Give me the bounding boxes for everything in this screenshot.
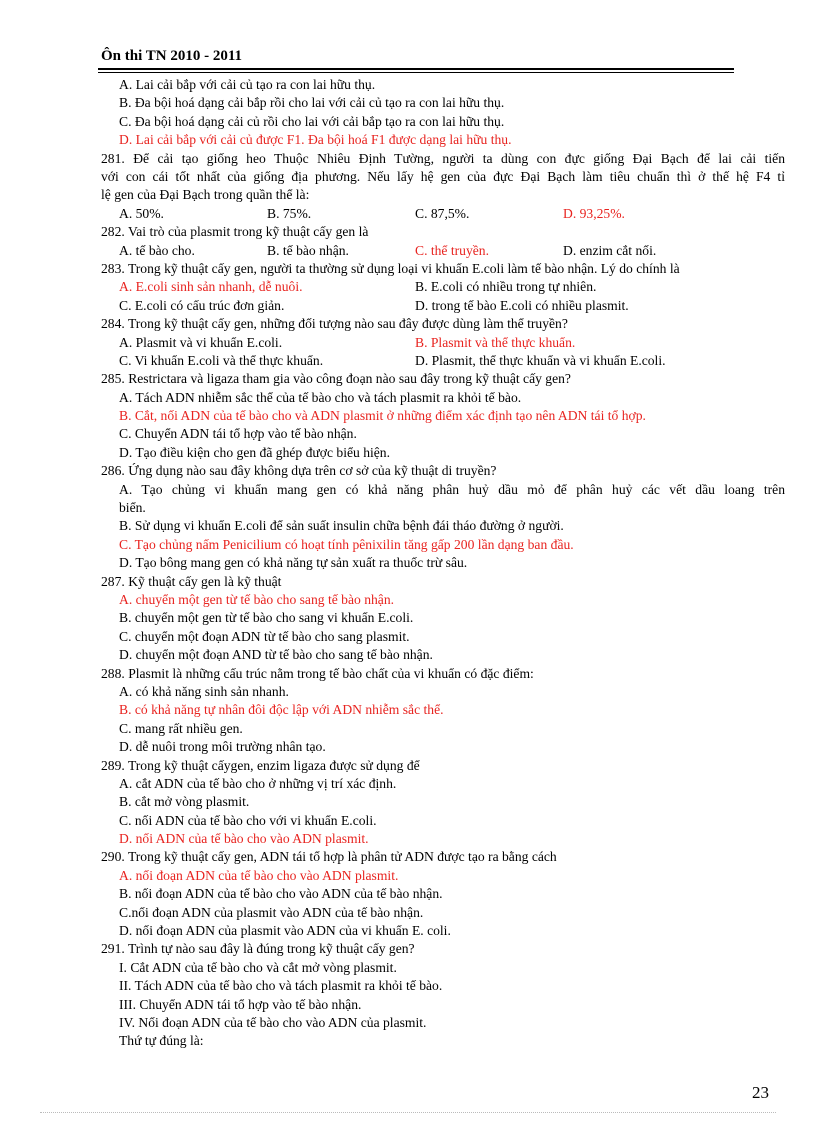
answer-option: D. dễ nuôi trong môi trường nhân tạo. (119, 739, 326, 755)
answer-option: C. Chuyển ADN tái tổ hợp vào tế bào nhận. (119, 426, 357, 442)
answer-option: A. E.coli sinh sản nhanh, dễ nuôi. (119, 279, 303, 295)
answer-option: D. chuyển một đoạn AND từ tế bào cho sang tế bào nhận. (119, 647, 433, 663)
answer-option: IV. Nối đoạn ADN của tế bào cho vào ADN của plasmit. (119, 1014, 427, 1030)
answer-options-row (101, 297, 785, 315)
answer-option: B. Plasmit và thể thực khuẩn. (415, 334, 576, 350)
answer-option: B. 75%. (267, 205, 312, 221)
answer-option: A. Tạo chủng vi khuẩn mang gen có khả năng phân huỷ dầu mỏ để phân huỷ các vết dầu loang trên (119, 481, 785, 497)
answer-option: D. 93,25%. (563, 205, 625, 221)
answer-option: A. Lai cải bắp với cải củ tạo ra con lai hữu thụ. (119, 77, 376, 92)
question-text: 281. Để cải tạo giống heo Thuộc Nhiêu Định Tường, người ta dùng con đực giống Đại Bạch để lai cải tiến (101, 150, 785, 166)
answer-options-row (101, 242, 785, 260)
answer-option: D. enzim cắt nối. (563, 242, 657, 258)
answer-option: B. cắt mở vòng plasmit. (119, 794, 250, 810)
answer-option: D. trong tế bào E.coli có nhiều plasmit. (415, 297, 629, 313)
answer-option: B. có khả năng tự nhân đôi độc lập với ADN nhiễm sắc thể. (119, 702, 444, 718)
answer-option: B. Sử dụng vi khuẩn E.coli để sản suất insulin chữa bệnh đái tháo đường ở người. (119, 518, 564, 534)
answer-option: C. nối ADN của tế bào cho với vi khuẩn E.coli. (119, 812, 377, 828)
answer-option: A. tế bào cho. (119, 242, 195, 258)
page-number: 23 (752, 1083, 769, 1102)
answer-option: A. Tách ADN nhiễm sắc thể của tế bào cho và tách plasmit ra khỏi tế bào. (119, 389, 522, 405)
answer-option: C.nối đoạn ADN của plasmit vào ADN của tế bào nhận. (119, 904, 424, 920)
answer-option: D. Lai cải bắp với cải củ được F1. Đa bội hoá F1 được dạng lai hữu thụ. (119, 132, 512, 148)
answer-option: B. E.coli có nhiều trong tự nhiên. (415, 279, 597, 295)
answer-option: B. Đa bội hoá dạng cải bắp rồi cho lai với cải củ tạo ra con lai hữu thụ. (119, 95, 505, 111)
question-text: 285. Restrictara và ligaza tham gia vào công đoạn nào sau đây trong kỹ thuật cấy gen? (101, 371, 571, 387)
header-rule-thin (98, 72, 734, 73)
answer-option: B. chuyển một gen từ tế bào cho sang vi khuẩn E.coli. (119, 610, 414, 626)
answer-option: C. Vi khuẩn E.coli và thể thực khuẩn. (119, 352, 324, 368)
answer-option: A. Plasmit và vi khuẩn E.coli. (119, 334, 283, 350)
answer-option: biển. (119, 500, 146, 516)
question-text: 287. Kỹ thuật cấy gen là kỹ thuật (101, 573, 282, 589)
answer-option: C. thể truyền. (415, 242, 489, 258)
answer-option: D. nối ADN của tế bào cho vào ADN plasmit. (119, 831, 369, 847)
answer-option: B. Cắt, nối ADN của tế bào cho và ADN plasmit ở những điểm xác định tạo nên ADN tái tổ hợp. (119, 408, 646, 424)
answer-option: D. Tạo điều kiện cho gen đã ghép được biểu hiện. (119, 444, 390, 460)
answer-option: C. mang rất nhiều gen. (119, 720, 243, 736)
answer-option: C. Đa bội hoá dạng cải củ rồi cho lai với cải bắp tạo ra con lai hữu thụ. (119, 113, 505, 129)
answer-options-row (101, 205, 785, 223)
answer-options-row (101, 334, 785, 352)
answer-option: D. Plasmit, thể thực khuẩn và vi khuẩn E.coli. (415, 352, 666, 368)
question-text: 286. Ứng dụng nào sau đây không dựa trên cơ sở của kỹ thuật di truyền? (101, 463, 497, 479)
answer-option: I. Cắt ADN của tế bào cho và cắt mở vòng plasmit. (119, 959, 397, 975)
answer-options-row (101, 278, 785, 296)
header-rule-thick (98, 68, 734, 70)
question-text: 282. Vai trò của plasmit trong kỹ thuật cấy gen là (101, 224, 369, 240)
answer-option: C. Tạo chủng nấm Penicilium có hoạt tính pênixilin tăng gấp 200 lần dạng ban đầu. (119, 536, 574, 552)
question-text: 291. Trình tự nào sau đây là đúng trong kỹ thuật cấy gen? (101, 941, 415, 957)
question-text: 290. Trong kỹ thuật cấy gen, ADN tái tổ hợp là phân tử ADN được tạo ra bằng cách (101, 849, 557, 865)
question-text: với con cái tốt nhất của giống địa phương. Nếu lấy hệ gen của đực Đại Bạch làm tiêu chuẩn thì ở thế hệ F4 tỉ (101, 168, 785, 184)
answer-option: A. cắt ADN của tế bào cho ở những vị trí xác định. (119, 775, 397, 791)
answer-option: D. nối đoạn ADN của plasmit vào ADN của vi khuẩn E. coli. (119, 923, 451, 939)
answer-option: B. nối đoạn ADN của tế bào cho vào ADN của tế bào nhận. (119, 886, 443, 902)
question-text: 289. Trong kỹ thuật cấygen, enzim ligaza được sử dụng để (101, 757, 420, 773)
answer-option: C. chuyển một đoạn ADN từ tế bào cho sang plasmit. (119, 628, 410, 644)
answer-options-row (101, 352, 785, 370)
answer-option: C. 87,5%. (415, 205, 470, 221)
page-header-title: Ôn thi TN 2010 - 2011 (101, 48, 242, 64)
question-text: 284. Trong kỹ thuật cấy gen, những đối tượng nào sau đây được dùng làm thể truyền? (101, 316, 568, 332)
answer-option: B. tế bào nhận. (267, 242, 349, 258)
answer-option: Thứ tự đúng là: (119, 1033, 204, 1049)
answer-option: A. 50%. (119, 205, 164, 221)
answer-option: A. nối đoạn ADN của tế bào cho vào ADN plasmit. (119, 867, 399, 883)
question-text: 283. Trong kỹ thuật cấy gen, người ta thường sử dụng loại vi khuẩn E.coli làm tế bào nhận. Lý do chính là (101, 260, 680, 276)
answer-option: III. Chuyển ADN tái tổ hợp vào tế bào nhận. (119, 996, 362, 1012)
question-content (101, 76, 785, 1051)
answer-option: A. chuyển một gen từ tế bào cho sang tế bào nhận. (119, 591, 395, 607)
answer-option: D. Tạo bông mang gen có khả năng tự sản xuất ra thuốc trừ sâu. (119, 555, 468, 571)
question-text: lệ gen của Đại Bạch trong quần thể là: (101, 187, 310, 203)
answer-option: C. E.coli có cấu trúc đơn giản. (119, 297, 285, 313)
answer-option: A. có khả năng sinh sản nhanh. (119, 683, 289, 699)
footer-dotted-rule (40, 1112, 776, 1113)
answer-option: II. Tách ADN của tế bào cho và tách plasmit ra khỏi tế bào. (119, 978, 443, 994)
question-text: 288. Plasmit là những cấu trúc nằm trong tế bào chất của vi khuẩn có đặc điểm: (101, 665, 534, 681)
